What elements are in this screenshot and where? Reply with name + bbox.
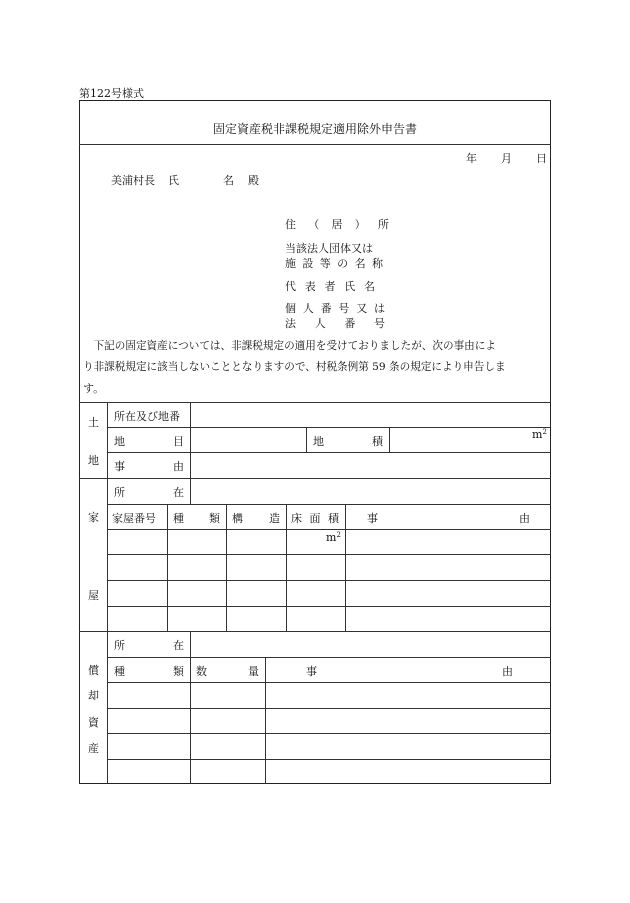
land-label-top: 土 bbox=[88, 416, 99, 429]
depreciable-label-1: 償 bbox=[88, 664, 99, 677]
depreciable-label-4: 産 bbox=[88, 742, 99, 755]
land-location-label: 所在及び地番 bbox=[114, 410, 180, 423]
applicant-id-label-line1: 個 人 番 号 又 は bbox=[285, 302, 385, 315]
applicant-corp-label-line2: 施 設 等 の 名 称 bbox=[285, 257, 383, 270]
depreciable-label-2: 却 bbox=[88, 689, 99, 702]
depreciable-kind-header: 種 類 bbox=[114, 665, 184, 678]
land-area-unit: $m^2$ bbox=[532, 428, 547, 441]
house-floor-area-header: 床 面 積 bbox=[291, 512, 339, 525]
title-divider bbox=[79, 144, 551, 145]
date-day: 日 bbox=[536, 152, 547, 165]
statement-line-1: 下記の固定資産については、非課税規定の適用を受けておりましたが、次の事由によ bbox=[83, 340, 496, 352]
depreciable-reason-header-a: 事 bbox=[306, 665, 317, 678]
addressee-village: 美浦村長 bbox=[111, 174, 155, 187]
date-month: 月 bbox=[501, 152, 512, 165]
applicant-id-label-line2: 法 人 番 号 bbox=[285, 317, 385, 330]
house-reason-header-b: 由 bbox=[519, 512, 530, 525]
section-label-column-line bbox=[107, 402, 108, 783]
land-label-bottom: 地 bbox=[88, 454, 99, 467]
house-location-label: 所 在 bbox=[114, 486, 184, 499]
applicant-address-label: 住 （ 居 ） 所 bbox=[285, 218, 389, 231]
house-reason-header-a: 事 bbox=[367, 512, 378, 525]
house-kind-header: 種 類 bbox=[173, 512, 220, 525]
applicant-rep-label: 代 表 者 氏 名 bbox=[285, 280, 375, 293]
house-floor-area-unit: $m^2$ bbox=[326, 531, 341, 544]
house-structure-header: 構 造 bbox=[232, 512, 280, 525]
land-chimoku-label: 地 目 bbox=[114, 435, 184, 448]
house-label-top: 家 bbox=[88, 511, 99, 524]
statement-line-3: す。 bbox=[83, 382, 105, 395]
applicant-corp-label-line1: 当該法人団体又は bbox=[285, 242, 373, 255]
form-title: 固定資産税非課税規定適用除外申告書 bbox=[212, 122, 417, 136]
addressee-shi: 氏 bbox=[168, 174, 179, 187]
depreciable-reason-header-b: 由 bbox=[502, 665, 513, 678]
land-reason-label: 事 由 bbox=[114, 460, 184, 473]
addressee-dono: 殿 bbox=[248, 174, 259, 187]
form-number: 第122号様式 bbox=[79, 87, 144, 100]
statement-line-2: り非課税規定に該当しないこととなりますので、村税条例第 59 条の規定により申告しま bbox=[83, 361, 506, 373]
depreciable-quantity-header: 数 量 bbox=[196, 665, 259, 678]
house-label-bottom: 屋 bbox=[88, 589, 99, 602]
addressee-na: 名 bbox=[223, 174, 234, 187]
date-year: 年 bbox=[466, 152, 477, 165]
depreciable-location-label: 所 在 bbox=[114, 639, 184, 652]
land-area-label: 地 積 bbox=[313, 435, 383, 448]
house-number-header: 家屋番号 bbox=[112, 512, 156, 525]
depreciable-label-3: 資 bbox=[88, 716, 99, 729]
